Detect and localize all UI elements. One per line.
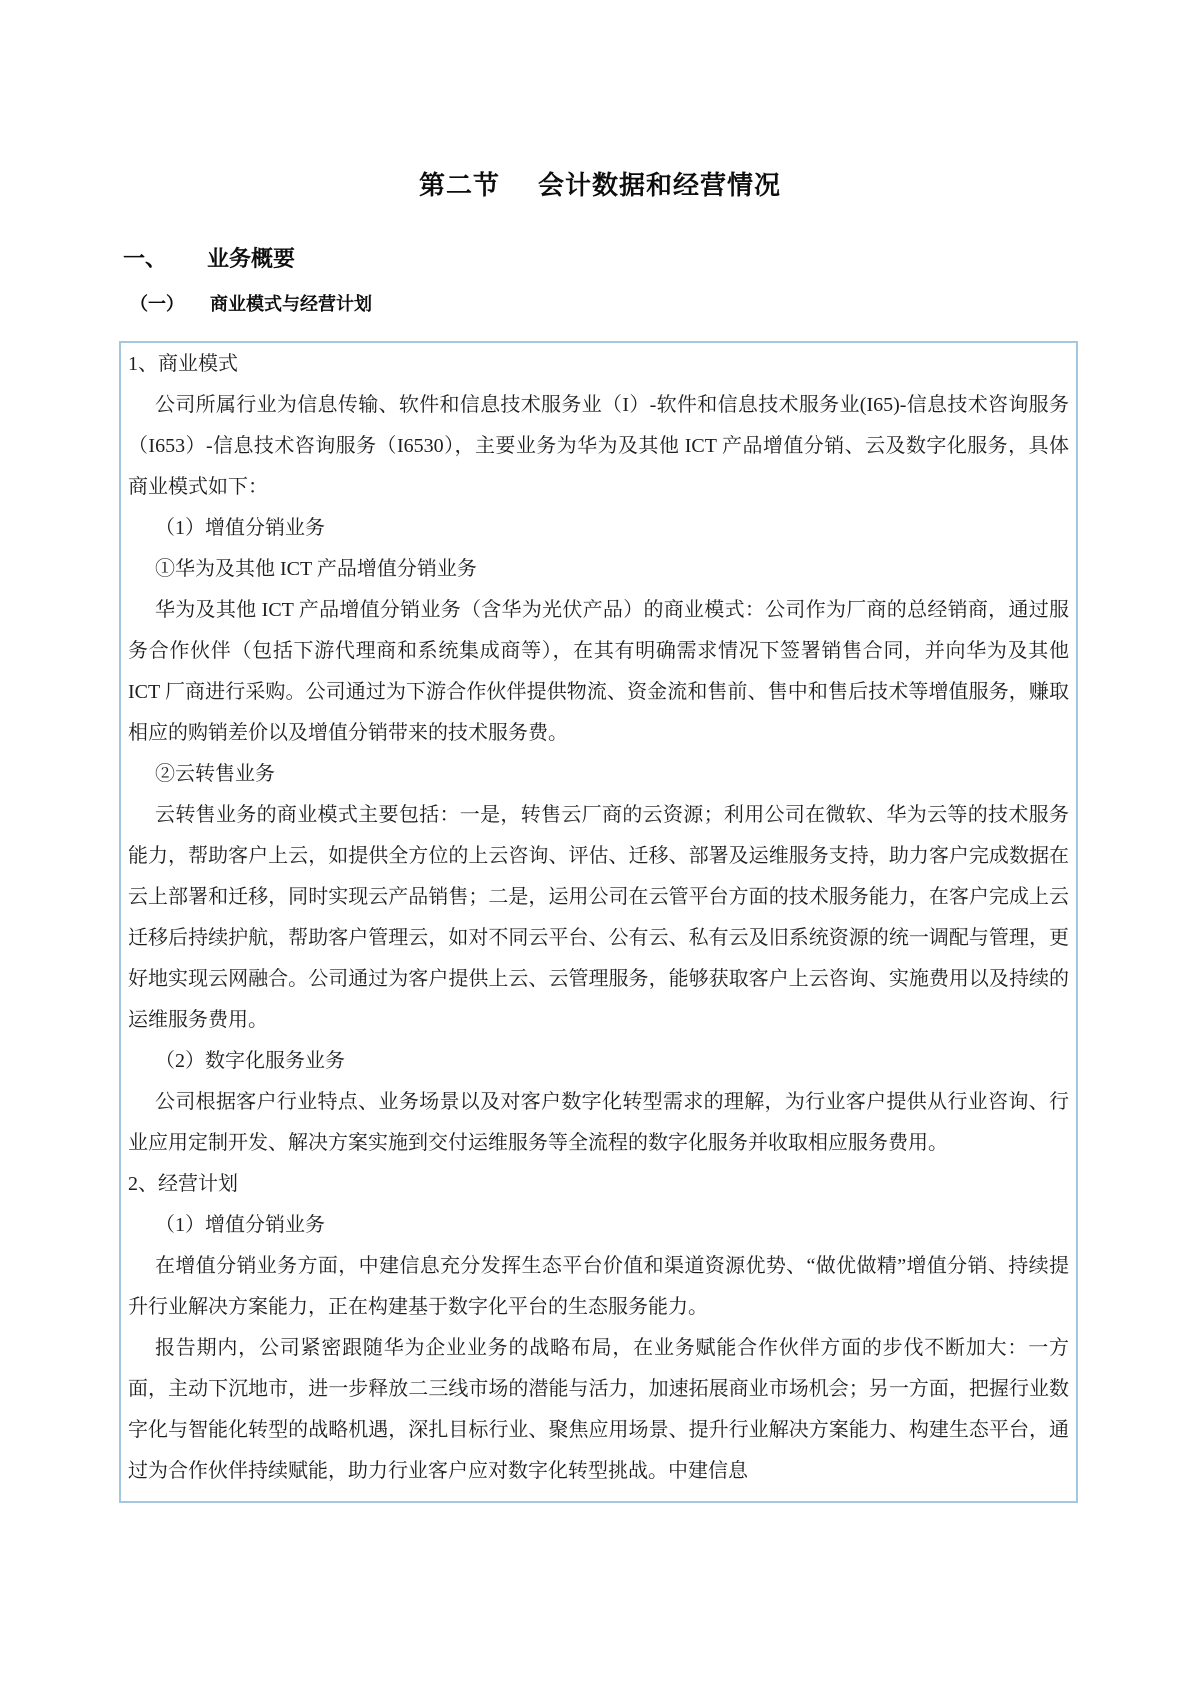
page-title-section-number: 第二节 — [418, 170, 500, 200]
heading-business-model-label: 商业模式与经营计划 — [210, 294, 372, 314]
paragraph-item-distribution-plan: （1）增值分销业务 — [155, 1214, 325, 1236]
heading-business-model-number: （一） — [130, 294, 184, 314]
heading-business-summary-label: 业务概要 — [207, 246, 296, 271]
paragraph-item-huawei-ict: ①华为及其他 ICT 产品增值分销业务 — [155, 558, 477, 580]
paragraph-item-digital-services: （2）数字化服务业务 — [155, 1050, 345, 1072]
heading-business-summary — [0, 246, 1200, 272]
page-title-text: 会计数据和经营情况 — [538, 170, 782, 200]
paragraph-cloud-resale-model: 云转售业务的商业模式主要包括：一是，转售云厂商的云资源；利用公司在微软、华为云等的技术服务能力，帮助客户上云，如提供全方位的上云咨询、评估、迁移、部署及运维服务支持，助力客户完成数据在云上部署和迁移，同时实现云产品销售；二是，运用公司在云管平台方面的技术服务能力，在客户完成上云迁移后持续护航，帮助客户管理云，如对不同云平台、公有云、私有云及旧系统资源的统一调配与管理，更好地实现云网融合。公司通过为客户提供上云、云管理服务，能够获取客户上云咨询、实施费用以及持续的运维服务费用。 — [128, 804, 1069, 1031]
page-title — [0, 168, 1200, 202]
paragraph-industry-overview: 公司所属行业为信息传输、软件和信息技术服务业（I）-软件和信息技术服务业(I65)-信息技术咨询服务（I653）-信息技术咨询服务（I6530），主要业务为华为及其他 ICT 产品增值分销、云及数字化服务，具体商业模式如下： — [128, 394, 1069, 498]
paragraph-business-model-title: 1、商业模式 — [128, 353, 238, 375]
paragraph-item-cloud-resale: ②云转售业务 — [155, 763, 275, 785]
business-model-content-box — [119, 341, 1078, 1503]
paragraph-digital-services-model: 公司根据客户行业特点、业务场景以及对客户数字化转型需求的理解，为行业客户提供从行业咨询、行业应用定制开发、解决方案实施到交付运维服务等全流程的数字化服务并收取相应服务费用。 — [128, 1091, 1069, 1154]
heading-business-model-and-plan — [0, 292, 1200, 316]
paragraph-distribution-model: 华为及其他 ICT 产品增值分销业务（含华为光伏产品）的商业模式：公司作为厂商的总经销商，通过服务合作伙伴（包括下游代理商和系统集成商等），在其有明确需求情况下签署销售合同，并向华为及其他 ICT 厂商进行采购。公司通过为下游合作伙伴提供物流、资金流和售前、售中和售后技术等增值服务，赚取相应的购销差价以及增值分销带来的技术服务费。 — [128, 599, 1069, 744]
paragraph-distribution-plan: 在增值分销业务方面，中建信息充分发挥生态平台价值和渠道资源优势、“做优做精”增值分销、持续提升行业解决方案能力，正在构建基于数字化平台的生态服务能力。 — [128, 1255, 1069, 1318]
paragraph-report-period-progress: 报告期内，公司紧密跟随华为企业业务的战略布局，在业务赋能合作伙伴方面的步伐不断加大：一方面，主动下沉地市，进一步释放二三线市场的潜能与活力，加速拓展商业市场机会；另一方面，把握行业数字化与智能化转型的战略机遇，深扎目标行业、聚焦应用场景、提升行业解决方案能力、构建生态平台，通过为合作伙伴持续赋能，助力行业客户应对数字化转型挑战。中建信息 — [128, 1337, 1069, 1482]
paragraph-item-value-distribution: （1）增值分销业务 — [155, 517, 325, 539]
heading-business-summary-number: 一、 — [123, 246, 168, 271]
paragraph-operating-plan-title: 2、经营计划 — [128, 1173, 238, 1195]
